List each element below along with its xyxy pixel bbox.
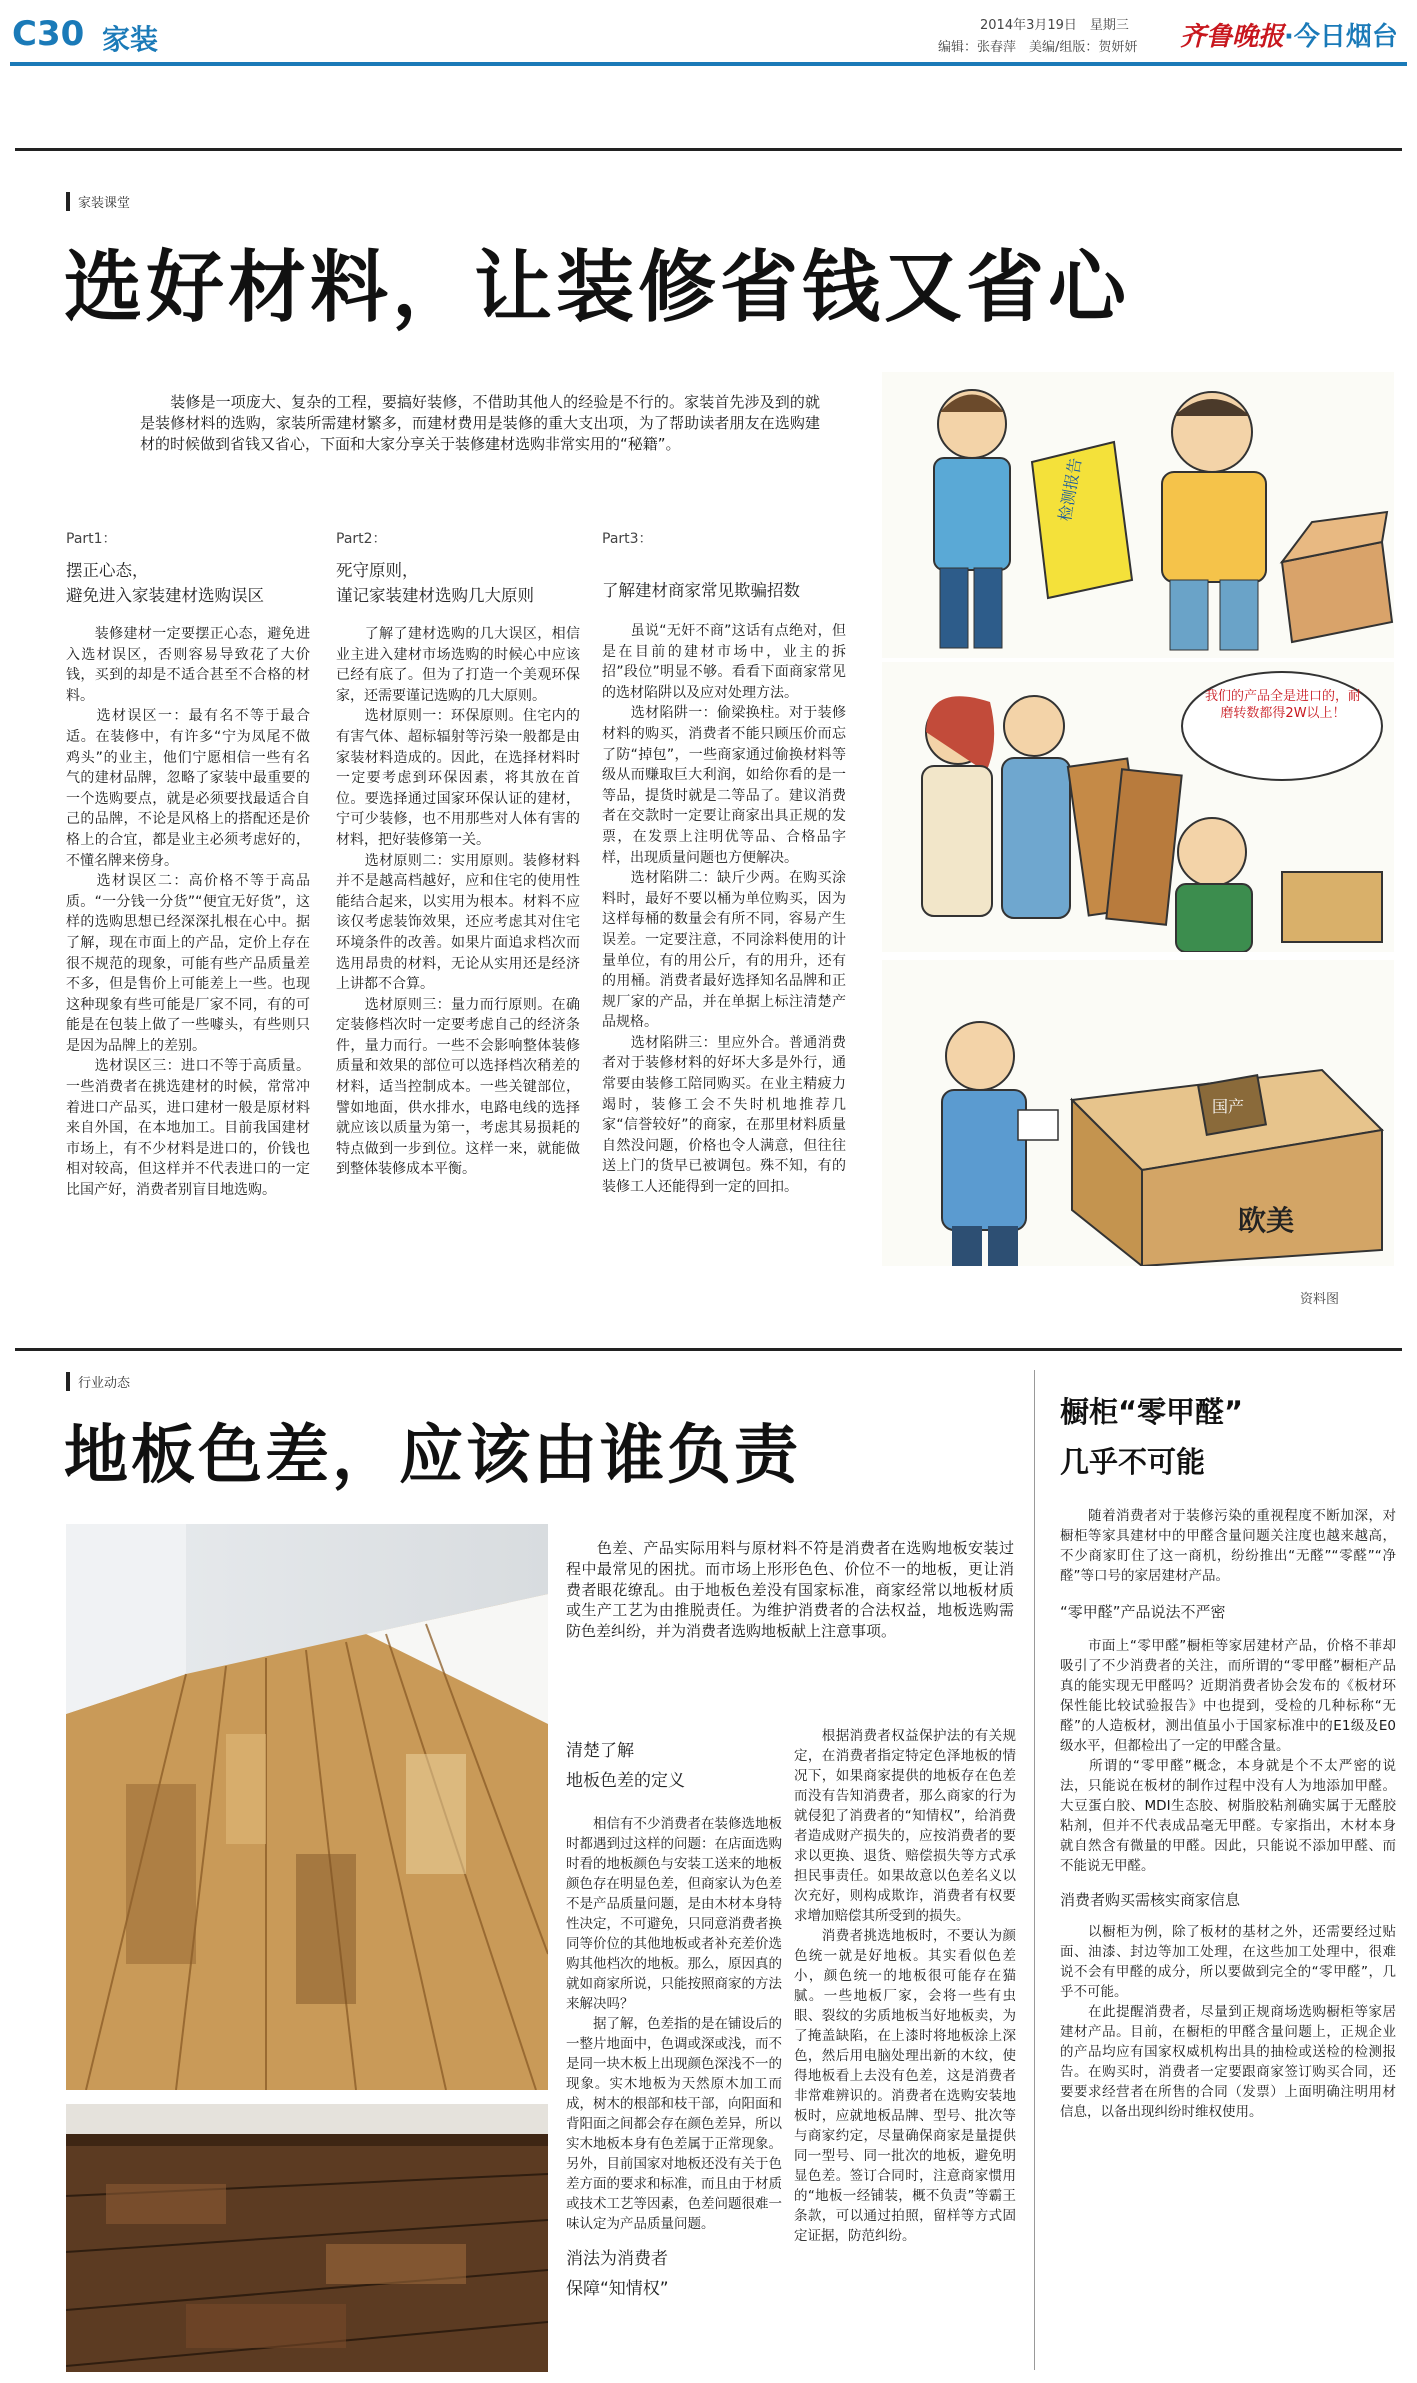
date-line: 2014年3月19日 星期三 [980, 18, 1129, 33]
part1-title-line1: 摆正心态， [66, 561, 149, 580]
sidebar-text-1: 随着消费者对于装修污染的重视程度不断加深，对橱柜等家具建材中的甲醛含量问题关注度也越来越高，不少商家盯住了这一商机，纷纷推出“无醛”“零醛”“净醛”等口号的家居建材产品。 [1060, 1508, 1396, 1584]
floor-photo-2 [66, 2104, 548, 2372]
floor-photo-1-drawing [66, 1524, 548, 2090]
cartoon-2-bubble: 我们的产品全是进口的，耐磨转数都得2W以上！ [1204, 689, 1361, 721]
section1-title-line1: 清楚了解 [566, 1741, 634, 1761]
cartoon-3-stamp: 国产 [1212, 1097, 1245, 1116]
cartoon-image-3 [882, 960, 1394, 1266]
part3-column [602, 528, 846, 1198]
article2-tag: 行业动态 [66, 1372, 130, 1391]
page-code: C30 [12, 14, 85, 54]
cartoon-1-drawing [882, 372, 1394, 658]
middle-divider [15, 1348, 1402, 1351]
masthead-name: 齐鲁晚报 [1180, 22, 1285, 52]
sidebar-text-3: 以橱柜为例，除了板材的基材之外，还需要经过贴面、油漆、封边等加工处理，在这些加工处理中，很难说不会有甲醛的成分，所以要做到完全的“零甲醛”，几乎不可能。 在此提醒消费者，尽量到正规商场选购橱柜等家居建材产品。目前，在橱柜的甲醛含量问题上，正规企业的产品均应有国家权威机构出具的抽检或送检的检测报告。在购买时，消费者一定要跟商家签订购买合同，还要要求经营者在所售的合同（发票）上面明确注明用材信息，以备出现纠纷时维权使用。 [1060, 1924, 1396, 2120]
part2-column [336, 528, 580, 1180]
section2-title-line2: 保障“知情权” [566, 2279, 669, 2299]
part1-label: Part1： [66, 531, 117, 547]
article1-tag: 家装课堂 [66, 192, 130, 211]
cartoon-image-1 [882, 372, 1394, 658]
article1-lead: 装修是一项庞大、复杂的工程，要搞好装修，不借助其他人的经验是不行的。家装首先涉及到的就是装修材料的选购，家装所需建材繁多，而建材费用是装修的重大支出项，为了帮助读者朋友在选购建材的时候做到省钱又省心，下面和大家分享关于装修建材选购非常实用的“秘籍”。 [140, 393, 820, 453]
cartoon-1-sign-text: 检测报告 [1055, 456, 1086, 523]
image-credit: 资料图 [1300, 1292, 1340, 1307]
section-name: 家装 [102, 23, 159, 56]
floor-photo-1 [66, 1524, 548, 2090]
sidebar-title-line2: 几乎不可能 [1060, 1445, 1206, 1479]
article2-lead: 色差、产品实际用料与原材料不符是消费者在选购地板安装过程中最常见的困扰。而市场上形形色色、价位不一的地板，更让消费者眼花缭乱。由于地板色差没有国家标准，商家经常以地板材质或生产工艺为由推脱责任。为维护消费者的合法权益，地板选购需防色差纠纷，并为消费者选购地板献上注意事项。 [566, 1539, 1014, 1641]
part1-text: 装修建材一定要摆正心态，避免进入选材误区，否则容易导致花了大价钱，买到的却是不适合甚至不合格的材料。 选材误区一：最有名不等于最合适。在装修中，有许多“宁为凤尾不做鸡头”的业主，他们宁愿相信一些有名气的建材品牌，忽略了家装中最重要的一个选购要点，就是必须要找最适合自己的品牌，不论是风格上的搭配还是价格上的合宜，都是业主必须考虑好的，不懂名牌来傍身。 选材误区二：高价格不等于高品质。“一分钱一分货”“便宜无好货”，这样的选购思想已经深深扎根在心中。据了解，现在市面上的产品，定价上存在很不规范的现象，可能有些产品质量差不多，但是售价上可能差上一些。也现这种现象有些可能是厂家不同，有的可能是在包装上做了一些噱头，有些则只是因为品牌上的差别。 选材误区三：进口不等于高质量。一些消费者在挑选建材的时候，常常冲着进口产品买，进口建材一般是原材料来自外国，在本地加工。目前我国建材市场上，有不少材料是进口的，价钱也相对较高，但这样并不代表进口的一定比国产好，消费者别盲目地选购。 [66, 626, 310, 1199]
cartoon-3-box-text: 欧美 [1238, 1204, 1295, 1237]
sidebar [1060, 1390, 1396, 2122]
article1-title: 选好材料，让装修省钱又省心 [64, 243, 1131, 333]
article2-col1 [566, 1736, 782, 2304]
page-header [0, 0, 1417, 68]
floor-photo-2-drawing [66, 2104, 548, 2372]
part2-title-line1: 死守原则， [336, 561, 419, 580]
sidebar-divider [1034, 1370, 1035, 2370]
section1-title-line2: 地板色差的定义 [566, 1771, 685, 1791]
article2-title: 地板色差，应该由谁负责 [64, 1419, 801, 1493]
section2-title-line1: 消法为消费者 [566, 2249, 668, 2269]
sidebar-subhead-2: 消费者购买需核实商家信息 [1060, 1891, 1241, 1909]
part2-text: 了解了建材选购的几大误区，相信业主进入建材市场选购的时候心中应该已经有底了。但为了打造一个美观环保家，还需要谨记选购的几大原则。 选材原则一：环保原则。住宅内的有害气体、超标辐射等污染一般都是由家装材料造成的。因此，在选择材料时一定要考虑到环保因素，将其放在首位。要选择通过国家环保认证的建材，宁可少装修，也不用那些对人体有害的材料，把好装修第一关。 选材原则二：实用原则。装修材料并不是越高档越好，应和住宅的使用性能结合起来，以实用为根本。材料不应该仅考虑装饰效果，还应考虑其对住宅环境条件的改善。如果片面追求档次而选用昂贵的材料，无论从实用还是经济上讲都不合算。 选材原则三：量力而行原则。在确定装修档次时一定要考虑自己的经济条件，量力而行。一些不会影响整体装修质量和效果的部位可以选择档次稍差的材料，适当控制成本。一些关键部位，譬如地面，供水排水，电路电线的选择就应该以质量为第一，考虑其易损耗的特点做到一步到位。这样一来，就能做到整体装修成本平衡。 [336, 626, 580, 1178]
editor-line: 编辑：张春萍 美编/组版：贺妍妍 [938, 40, 1138, 55]
cartoon-3-drawing [882, 960, 1394, 1266]
part1-title-line2: 避免进入家装建材选购误区 [66, 586, 264, 605]
part2-title-line2: 谨记家装建材选购几大原则 [336, 586, 534, 605]
sidebar-title-line1: 橱柜“零甲醛” [1060, 1395, 1244, 1429]
header-rule [10, 62, 1407, 66]
masthead-logo [1180, 16, 1398, 53]
part1-column [66, 528, 310, 1201]
sidebar-subhead-1: “零甲醛”产品说法不严密 [1060, 1603, 1226, 1621]
article2-col2-text: 根据消费者权益保护法的有关规定，在消费者指定特定色泽地板的情况下，如果商家提供的地板存在色差而没有告知消费者，那么商家的行为就侵犯了消费者的“知情权”，给消费者造成财产损失的，应按消费者的要求以更换、退货、赔偿损失等方式承担民事责任。如果故意以色差名义以次充好，则构成欺诈，消费者有权要求增加赔偿其所受到的损失。 消费者挑选地板时，不要认为颜色统一就是好地板。其实看似色差小，颜色统一的地板很可能存在猫腻。一些地板厂家，会将一些有虫眼、裂纹的劣质地板当好地板卖，为了掩盖缺陷，在上漆时将地板涂上深色，然后用电脑处理出新的木纹，使得地板看上去没有色差，这是消费者非常难辨识的。消费者在选购安装地板时，应就地板品牌、型号、批次等与商家约定，尽量确保商家是量提供同一型号、同一批次的地板，避免明显色差。签订合同时，注意商家惯用的“地板一经铺装，概不负责”等霸王条款，可以通过拍照，留样等方式固定证据，防范纠纷。 [794, 1728, 1016, 2244]
masthead-sub: ·今日烟台 [1284, 22, 1398, 52]
cartoon-image-2 [882, 662, 1394, 952]
part3-title-line1: 了解建材商家常见欺骗招数 [602, 581, 800, 600]
article2-col1-text: 相信有不少消费者在装修选地板时都遇到过这样的问题：在店面选购时看的地板颜色与安装工送来的地板颜色存在明显色差，但商家认为色差不是产品质量问题，是由木材本身特性决定，不可避免，只同意消费者换同等价位的其他地板或者补充差价选购其他档次的地板。那么，原因真的就如商家所说，只能按照商家的方法来解决吗？ 据了解，色差指的是在铺设后的一整片地面中，色调或深或浅，而不是同一块木板上出现颜色深浅不一的现象。实木地板为天然原木加工而成，树木的根部和枝干部，向阳面和背阳面之间都会存在颜色差异，所以实木地板本身有色差属于正常现象。另外，目前国家对地板还没有关于色差方面的要求和标准，而且由于材质或技术工艺等因素，色差问题很难一味认定为产品质量问题。 [566, 1816, 782, 2232]
top-divider [15, 148, 1402, 151]
part3-label: Part3： [602, 531, 653, 547]
sidebar-text-2: 市面上“零甲醛”橱柜等家居建材产品，价格不菲却吸引了不少消费者的关注，而所谓的“零甲醛”橱柜产品真的能实现无甲醛吗？近期消费者协会发布的《板材环保性能比较试验报告》中也提到，受检的几种标称“无醛”的人造板材，测出值虽小于国家标准中的E1级及E0级水平，但都检出了一定的甲醛含量。 所谓的“零甲醛”概念，本身就是个不太严密的说法，只能说在板材的制作过程中没有人为地添加甲醛。大豆蛋白胶、MDI生态胶、树脂胶粘剂确实属于无醛胶粘剂，但并不代表成品毫无甲醛。专家指出，木材本身就自然含有微量的甲醛。因此，只能说不添加甲醛、而不能说无甲醛。 [1060, 1638, 1396, 1874]
part3-text: 虽说“无奸不商”这话有点绝对，但是在目前的建材市场中，业主的拆招”段位”明显不够。看看下面商家常见的选材陷阱以及应对处理方法。 选材陷阱一：偷梁换柱。对于装修材料的购买，消费者不能只顾压价而忘了防“掉包”，一些商家通过偷换材料等级从而赚取巨大利润，如给你看的是一等品，提货时就是二等品了。建议消费者在交款时一定要让商家出具正规的发票，在发票上注明优等品、合格品字样，出现质量问题也方便解决。 选材陷阱二：缺斤少两。在购买涂料时，最好不要以桶为单位购买，因为这样每桶的数量会有所不同，容易产生误差。一定要注意，不同涂料使用的计量单位，有的用公斤，有的用升，还有的用桶。消费者最好选择知名品牌和正规厂家的产品，并在单据上标注清楚产品规格。 选材陷阱三：里应外合。普通消费者对于装修材料的好坏大多是外行，通常要由装修工陪同购买。在业主精疲力竭时，装修工会不失时机地推荐几家“信誉较好”的商家，在那里材料质量自然没问题，价格也令人满意，但往往送上门的货早已被调包。殊不知，有的装修工人还能得到一定的回扣。 [602, 623, 846, 1196]
part2-label: Part2： [336, 531, 387, 547]
cartoon-2-drawing [882, 662, 1394, 952]
